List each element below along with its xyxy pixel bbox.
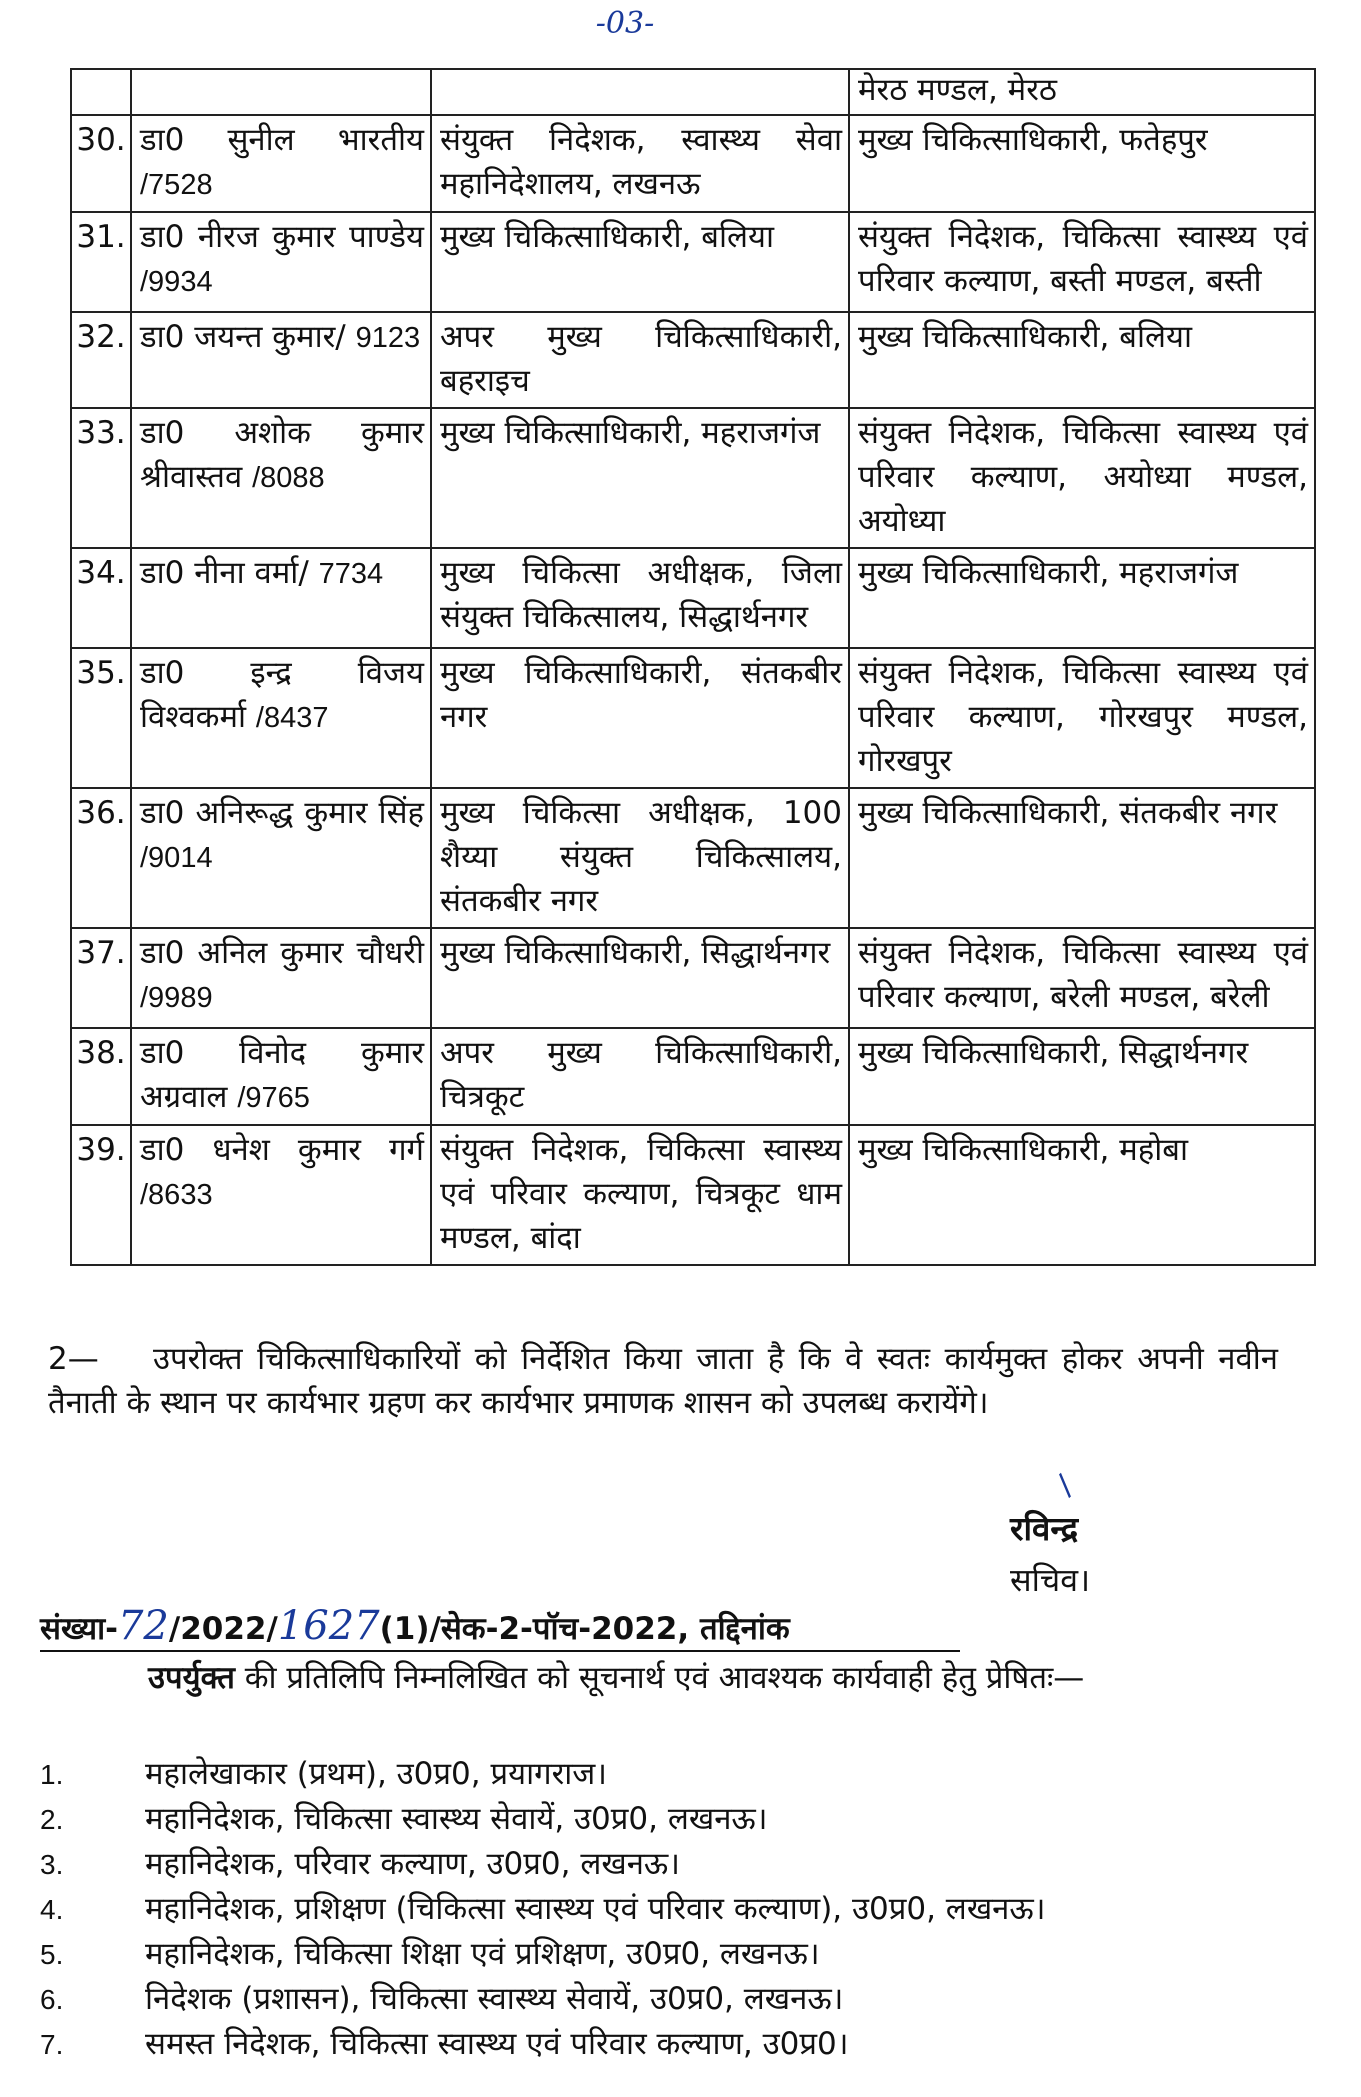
table-row [71,312,1315,408]
cell-current-posting: संयुक्त निदेशक, चिकित्सा स्वास्थ्य एवं परिवार कल्याण, चित्रकूट धाम मण्डल, बांदा [431,1125,849,1265]
ref-handwritten-1: 72 [117,1603,169,1649]
cell-current-posting: अपर मुख्य चिकित्साधिकारी, बहराइच [431,312,849,408]
cell-current-posting: मुख्य चिकित्सा अधीक्षक, जिला संयुक्त चिकित्सालय, सिद्धार्थनगर [431,548,849,648]
copy-intro-bold: उपर्युक्त [148,1660,235,1696]
list-item [40,1932,1320,1977]
cell-num: 36. [71,788,131,928]
cell-new-posting: मुख्य चिकित्साधिकारी, महोबा [849,1125,1315,1265]
list-number: 7. [40,2029,64,2060]
cell-name [131,648,431,788]
cell-new-posting: मुख्य चिकित्साधिकारी, फतेहपुर [849,115,1315,212]
list-item [40,1797,1320,1842]
cell-new-posting: मुख्य चिकित्साधिकारी, बलिया [849,312,1315,408]
officer-name: डा0 नीरज कुमार पाण्डेय [140,219,424,255]
officer-name: डा0 इन्द्र विजय विश्वकर्मा [140,655,424,735]
signatory-designation: सचिव। [1010,1561,1091,1599]
reference-number [40,1605,960,1652]
cell-name [131,212,431,312]
ref-prefix: संख्या- [40,1611,118,1647]
officer-name: डा0 सुनील भारतीय [140,122,424,158]
ref-handwritten-2: 1627 [277,1603,380,1649]
list-text: समस्त निदेशक, चिकित्सा स्वास्थ्य एवं परिवार कल्याण, उ0प्र0। [145,2026,849,2062]
cell-new-posting: मुख्य चिकित्साधिकारी, महराजगंज [849,548,1315,648]
officer-name: डा0 अनिरूद्ध कुमार सिंह [140,795,424,831]
list-text: महानिदेशक, प्रशिक्षण (चिकित्सा स्वास्थ्य एवं परिवार कल्याण), उ0प्र0, लखनऊ। [145,1891,1046,1927]
cell-new-posting: मुख्य चिकित्साधिकारी, संतकबीर नगर [849,788,1315,928]
officer-code: 7734 [318,558,384,590]
list-text: महानिदेशक, चिकित्सा स्वास्थ्य सेवायें, उ0प्र0, लखनऊ। [145,1801,768,1837]
cell-name [131,1028,431,1125]
table-row [71,1125,1315,1265]
officer-code: /9014 [140,842,213,874]
officer-code: /9989 [140,982,213,1014]
officer-code: 9123 [355,322,421,354]
cell-new-posting: संयुक्त निदेशक, चिकित्सा स्वास्थ्य एवं परिवार कल्याण, अयोध्या मण्डल, अयोध्या [849,408,1315,548]
table-row [71,788,1315,928]
list-number: 1. [40,1759,64,1790]
officer-name: डा0 नीना वर्मा/ [140,555,309,591]
officer-name: डा0 विनोद कुमार अग्रवाल [140,1035,424,1115]
cell-new: मेरठ मण्डल, मेरठ [849,69,1315,115]
cell-current-posting: मुख्य चिकित्साधिकारी, महराजगंज [431,408,849,548]
paragraph-number: 2— [48,1341,99,1377]
cell-current [431,69,849,115]
list-item [40,2022,1320,2067]
cell-name [131,1125,431,1265]
cell-name [131,788,431,928]
officer-code: /9934 [140,266,213,298]
cell-num: 30. [71,115,131,212]
list-text: महानिदेशक, परिवार कल्याण, उ0प्र0, लखनऊ। [145,1846,680,1882]
list-item [40,1977,1320,2022]
officer-code: /8633 [140,1179,213,1211]
cell-current-posting: संयुक्त निदेशक, स्वास्थ्य सेवा महानिदेशालय, लखनऊ [431,115,849,212]
list-text: महानिदेशक, चिकित्सा शिक्षा एवं प्रशिक्षण, उ0प्र0, लखनऊ। [145,1936,820,1972]
cell-current-posting: मुख्य चिकित्सा अधीक्षक, 100 शैय्या संयुक्त चिकित्सालय, संतकबीर नगर [431,788,849,928]
transfer-table [70,68,1316,1266]
list-item [40,1842,1320,1887]
recipient-list [40,1752,1320,2067]
cell-name [131,408,431,548]
table-row [71,648,1315,788]
officer-code: /8088 [252,462,325,494]
cell-current-posting: मुख्य चिकित्साधिकारी, बलिया [431,212,849,312]
list-number: 4. [40,1894,64,1925]
cell-num: 34. [71,548,131,648]
ref-year: /2022/ [168,1611,278,1647]
copy-intro-text: की प्रतिलिपि निम्नलिखित को सूचनार्थ एवं आवश्यक कार्यवाही हेतु प्रेषितः— [234,1660,1085,1696]
officer-name: डा0 अशोक कुमार श्रीवास्तव [140,415,424,495]
copy-intro [40,1655,1280,1701]
list-number: 3. [40,1849,64,1880]
cell-new-posting: संयुक्त निदेशक, चिकित्सा स्वास्थ्य एवं परिवार कल्याण, बरेली मण्डल, बरेली [849,928,1315,1028]
cell-new-posting: मुख्य चिकित्साधिकारी, सिद्धार्थनगर [849,1028,1315,1125]
list-item [40,1887,1320,1932]
cell-num: 33. [71,408,131,548]
cell-num: 37. [71,928,131,1028]
cell-new-posting: संयुक्त निदेशक, चिकित्सा स्वास्थ्य एवं परिवार कल्याण, गोरखपुर मण्डल, गोरखपुर [849,648,1315,788]
signature-mark: / [1049,1468,1081,1503]
list-text: निदेशक (प्रशासन), चिकित्सा स्वास्थ्य सेवायें, उ0प्र0, लखनऊ। [145,1981,844,2017]
cell-num: 35. [71,648,131,788]
signatory-name: रविन्द्र [1010,1509,1079,1548]
cell-name [131,115,431,212]
cell-new-posting: संयुक्त निदेशक, चिकित्सा स्वास्थ्य एवं परिवार कल्याण, बस्ती मण्डल, बस्ती [849,212,1315,312]
cell-current-posting: अपर मुख्य चिकित्साधिकारी, चित्रकूट [431,1028,849,1125]
list-text: महालेखाकार (प्रथम), उ0प्र0, प्रयागराज। [145,1756,608,1792]
paragraph-text: उपरोक्त चिकित्साधिकारियों को निर्देशित किया जाता है कि वे स्वतः कार्यमुक्त होकर अपनी नवीन तैनाती के स्थान पर कार्यभार ग्रहण कर कार्यभार प्रमाणक शासन को उपलब्ध करायेंगे। [48,1341,1278,1421]
officer-name: डा0 धनेश कुमार गर्ग [140,1132,424,1168]
cell-num: 38. [71,1028,131,1125]
page-number: -03- [595,6,655,41]
table-row [71,212,1315,312]
list-number: 2. [40,1804,64,1835]
cell-num [71,69,131,115]
list-item [40,1752,1320,1797]
cell-num: 32. [71,312,131,408]
officer-name: डा0 जयन्त कुमार/ [140,319,346,355]
cell-current-posting: मुख्य चिकित्साधिकारी, संतकबीर नगर [431,648,849,788]
cell-name [131,548,431,648]
table-row [71,115,1315,212]
table-row-continued [71,69,1315,115]
officer-name: डा0 अनिल कुमार चौधरी [140,935,424,971]
paragraph-2 [48,1337,1278,1425]
list-number: 6. [40,1984,64,2015]
table-row [71,928,1315,1028]
cell-name [131,312,431,408]
officer-code: /8437 [255,702,329,734]
cell-current-posting: मुख्य चिकित्साधिकारी, सिद्धार्थनगर [431,928,849,1028]
list-number: 5. [40,1939,64,1970]
table-row [71,1028,1315,1125]
cell-num: 39. [71,1125,131,1265]
officer-code: /7528 [140,169,213,201]
table-row [71,408,1315,548]
ref-suffix: (1)/सेक-2-पॉच-2022, तद्दिनांक [379,1611,790,1647]
table-row [71,548,1315,648]
cell-name [131,928,431,1028]
officer-code: /9765 [237,1082,310,1114]
cell-name [131,69,431,115]
cell-num: 31. [71,212,131,312]
